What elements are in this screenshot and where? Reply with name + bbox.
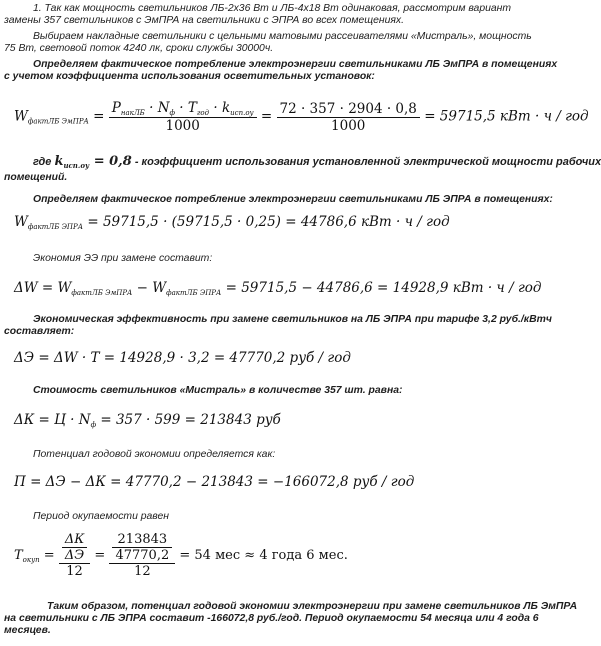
formula-economic-effect: ΔЭ = ΔW · T = 14928,9 · 3,2 = 47770,2 руб / год (14, 350, 351, 366)
paragraph-1-cont: замены 357 светильников с ЭмПРА на светильники с ЭПРА во всех помещениях. (4, 15, 404, 26)
paragraph-9: Период окупаемости равен (33, 511, 169, 522)
paragraph-2-cont: 75 Вт, световой поток 4240 лк, сроки службы 30000ч. (4, 43, 274, 54)
k-note: где $k_{исп.оу} = 0,8$ - коэффициент использования установленной электрической мощности рабочих (33, 154, 601, 170)
formula-payback: $T_{окуп}$ = $\frac{\frac{\Delta К}{\Delta Э}}{12}$ = $\frac{\frac{213843}{47770,2}}{12}$ = 54 мес ≈ 4 года 6 мес. (14, 532, 348, 579)
paragraph-6: Экономическая эффективность при замене светильников на ЛБ ЭПРА при тарифе 3,2 руб./кВтч (33, 314, 552, 325)
paragraph-6-cont: составляет: (4, 326, 75, 337)
conclusion-cont-1: на светильники с ЛБ ЭПРА составит -166072,8 руб./год. Период окупаемости 54 месяца или 4 года 6 (4, 613, 539, 624)
formula-cost: $\Delta К = Ц \cdot N_ф = 357 \cdot 599 = 213843$ руб (14, 412, 281, 429)
formula-energy-empra: $W_{фактЛБ ЭмПРА}$ = $\frac{P_{накЛБ} \cdot N_ф \cdot T_{год} \cdot k_{исп.оу}}{1000}$ = $\frac{72 \cdot 357 \cdot 2904 \cdot 0,8}{1000}$ = 59715,5 кВт · ч / год (14, 100, 589, 134)
formula-energy-savings: $\Delta W = W_{фактЛБ ЭмПРА} - W_{фактЛБ ЭПРА} = 59715,5 - 44786,6 = 14928,9$ кВт · ч / год (14, 280, 542, 297)
paragraph-1: 1. Так как мощность светильников ЛБ-2х36 Вт и ЛБ-4х18 Вт одинаковая, рассмотрим вариант (33, 3, 512, 14)
paragraph-2: Выбираем накладные светильники с цельными матовыми рассеивателями «Мистраль», мощность (33, 31, 532, 42)
paragraph-7: Стоимость светильников «Мистраль» в количестве 357 шт. равна: (33, 385, 403, 396)
paragraph-4: Определяем фактическое потребление электроэнергии светильниками ЛБ ЭПРА в помещениях: (33, 194, 553, 205)
k-note-cont: помещений. (4, 172, 68, 183)
paragraph-3: Определяем фактическое потребление электроэнергии светильниками ЛБ ЭмПРА в помещениях (33, 59, 558, 70)
paragraph-3-cont: с учетом коэффициента использования осветительных установок: (4, 71, 375, 82)
paragraph-5: Экономия ЭЭ при замене составит: (33, 253, 213, 264)
formula-potential: П = ΔЭ − ΔК = 47770,2 − 213843 = −166072,8 руб / год (14, 474, 415, 490)
formula-energy-epra: $W_{фактЛБ ЭПРА} = 59715,5 \cdot (59715,5 \cdot 0,25) = 44786,6$ кВт · ч / год (14, 214, 450, 231)
paragraph-8: Потенциал годовой экономии определяется как: (33, 449, 276, 460)
conclusion: Таким образом, потенциал годовой экономии электроэнергии при замене светильников ЛБ ЭмПРА (47, 601, 578, 612)
conclusion-cont-2: месяцев. (4, 625, 51, 636)
